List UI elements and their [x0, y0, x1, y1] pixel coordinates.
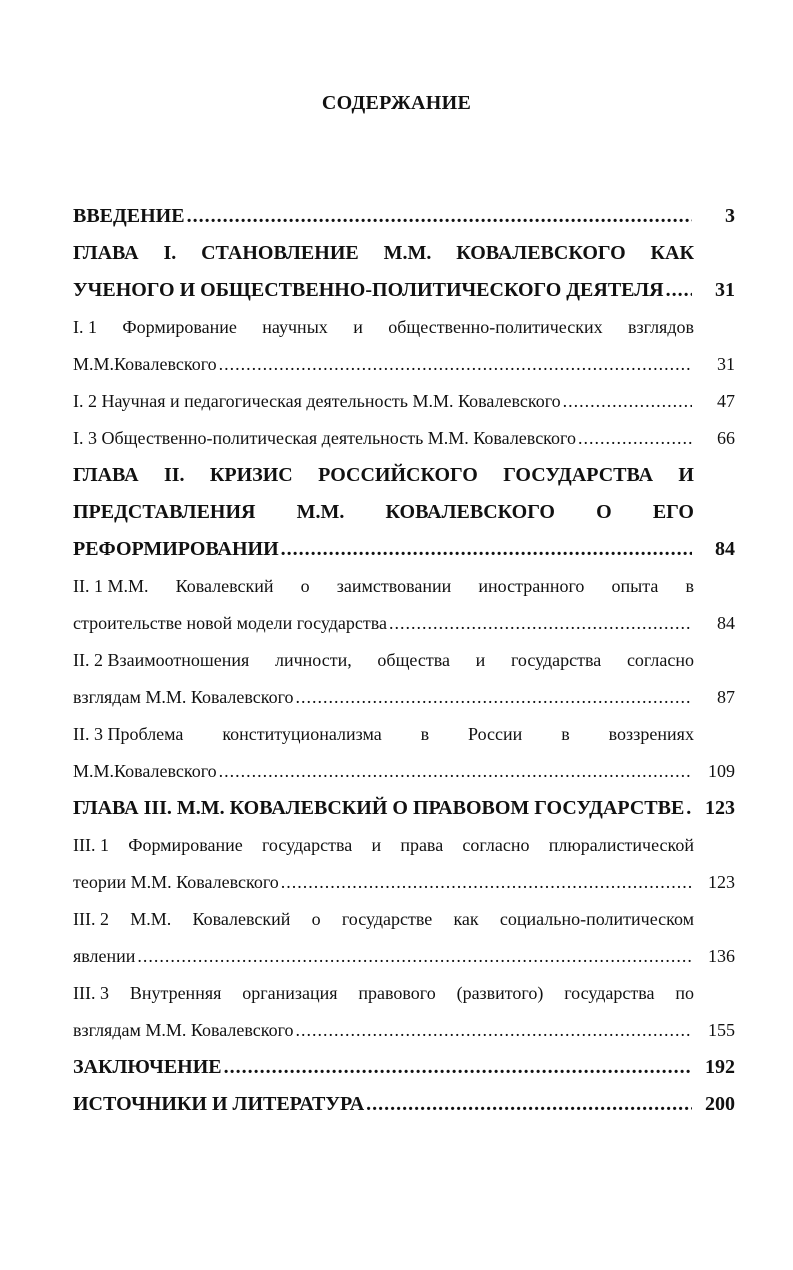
toc-section-3-3-line1[interactable] — [73, 975, 735, 1012]
toc-page-number: 192 — [705, 1056, 735, 1078]
toc-section-2-2-line1[interactable] — [73, 642, 735, 679]
toc-section-2-1-line2[interactable] — [73, 605, 735, 642]
toc-entry-label: УЧЕНОГО И ОБЩЕСТВЕННО-ПОЛИТИЧЕСКОГО ДЕЯТЕЛЯ — [73, 279, 664, 301]
toc-chapter-2-heading-line2[interactable] — [73, 494, 735, 531]
toc-entry-label: взглядам М.М. Ковалевского — [73, 1020, 294, 1040]
leader-dots — [563, 383, 692, 420]
toc-entry-label: явлении — [73, 946, 136, 966]
leader-dots — [137, 938, 692, 975]
toc-page-number: 31 — [715, 279, 735, 301]
word: КОВАЛЕВСКОГО — [456, 242, 626, 264]
word: согласно — [626, 650, 694, 670]
toc-page-number: 123 — [708, 872, 735, 892]
word: М.М. — [296, 501, 345, 523]
table-of-contents — [73, 198, 735, 1123]
word: правового — [358, 983, 436, 1003]
word: иностранного — [478, 576, 585, 596]
word: согласно — [462, 835, 530, 855]
word: опыта — [611, 576, 659, 596]
word: Формирование — [122, 317, 237, 337]
toc-section-3-2-line1[interactable] — [73, 901, 735, 938]
word: конституционализма — [222, 724, 382, 744]
word: ПРЕДСТАВЛЕНИЯ — [73, 501, 256, 523]
toc-entry-label: I. 3 Общественно-политическая деятельность М.М. Ковалевского — [73, 428, 576, 448]
word: и — [475, 650, 486, 670]
toc-entry-label: ИСТОЧНИКИ И ЛИТЕРАТУРА — [73, 1093, 365, 1115]
toc-chapter-1-heading-line1[interactable] — [73, 235, 735, 272]
leader-dots — [219, 753, 692, 790]
toc-section-1-2[interactable] — [73, 383, 735, 420]
toc-entry-label: теории М.М. Ковалевского — [73, 872, 279, 892]
word: о — [300, 576, 310, 596]
toc-page-number: 31 — [717, 354, 735, 374]
word: в — [561, 724, 570, 744]
leader-dots — [187, 198, 692, 235]
toc-page-number: 123 — [705, 797, 735, 819]
word: II. 3 Проблема — [73, 724, 184, 744]
toc-section-2-1-line1[interactable] — [73, 568, 735, 605]
word: ГЛАВА — [73, 242, 139, 264]
leader-dots — [281, 864, 692, 901]
leader-dots — [296, 679, 692, 716]
leader-dots — [578, 420, 692, 457]
toc-entry-label: строительстве новой модели государства — [73, 613, 388, 633]
leader-dots — [296, 1012, 692, 1049]
toc-section-1-1-line1[interactable] — [73, 309, 735, 346]
word: личности, — [274, 650, 352, 670]
word: И — [678, 464, 694, 486]
word: (развитого) — [456, 983, 544, 1003]
word: и — [353, 317, 363, 337]
word: как — [453, 909, 479, 929]
leader-dots — [389, 605, 692, 642]
word: КАК — [650, 242, 694, 264]
toc-entry-sources[interactable] — [73, 1086, 735, 1123]
toc-entry-label: ГЛАВА III. М.М. КОВАЛЕВСКИЙ О ПРАВОВОМ ГОСУДАРСТВЕ — [73, 797, 685, 819]
toc-entry-label: М.М.Ковалевского — [73, 761, 217, 781]
toc-page-number: 136 — [708, 946, 735, 966]
toc-page-number: 66 — [717, 428, 735, 448]
word: Внутренняя — [129, 983, 222, 1003]
word: ГОСУДАРСТВА — [503, 464, 654, 486]
word: государства — [510, 650, 602, 670]
toc-page-number: 47 — [717, 391, 735, 411]
word: организация — [242, 983, 338, 1003]
word: и — [371, 835, 382, 855]
toc-page-number: 87 — [717, 687, 735, 707]
word: ГЛАВА — [73, 464, 139, 486]
word: государства — [261, 835, 353, 855]
word: III. 2 — [73, 909, 109, 929]
toc-section-3-2-line2[interactable] — [73, 938, 735, 975]
toc-entry-label: I. 2 Научная и педагогическая деятельность М.М. Ковалевского — [73, 391, 561, 411]
word: Формирование — [128, 835, 243, 855]
toc-entry-label: взглядам М.М. Ковалевского — [73, 687, 294, 707]
word: I. 1 — [73, 317, 97, 337]
toc-section-2-2-line2[interactable] — [73, 679, 735, 716]
word: II. 2 Взаимоотношения — [73, 650, 250, 670]
word: О — [596, 501, 612, 523]
toc-entry-label: ВВЕДЕНИЕ — [73, 205, 185, 227]
toc-section-2-3-line2[interactable] — [73, 753, 735, 790]
word: Ковалевский — [192, 909, 291, 929]
word: М.М. — [383, 242, 432, 264]
leader-dots — [366, 1086, 692, 1123]
toc-section-3-3-line2[interactable] — [73, 1012, 735, 1049]
toc-chapter-1-heading-line2[interactable] — [73, 272, 735, 309]
word: общества — [377, 650, 450, 670]
toc-page-number: 109 — [708, 761, 735, 781]
toc-section-1-3[interactable] — [73, 420, 735, 457]
toc-entry-intro[interactable] — [73, 198, 735, 235]
leader-dots — [686, 790, 692, 827]
word: М.М. — [130, 909, 172, 929]
toc-page-number: 155 — [708, 1020, 735, 1040]
word: по — [675, 983, 694, 1003]
word: государстве — [341, 909, 433, 929]
word: общественно-политических — [388, 317, 603, 337]
word: России — [468, 724, 523, 744]
page-title: СОДЕРЖАНИЕ — [321, 92, 472, 114]
toc-chapter-3-heading[interactable] — [73, 790, 735, 827]
word: III. 3 — [73, 983, 109, 1003]
word: воззрениях — [608, 724, 694, 744]
toc-page-number: 84 — [717, 613, 735, 633]
word: заимствовании — [336, 576, 452, 596]
word: в — [685, 576, 694, 596]
word: СТАНОВЛЕНИЕ — [201, 242, 359, 264]
word: Ковалевский — [175, 576, 274, 596]
word: права — [400, 835, 444, 855]
word: КРИЗИС — [209, 464, 293, 486]
toc-page-number: 3 — [725, 205, 735, 227]
toc-chapter-2-heading-line1[interactable] — [73, 457, 735, 494]
leader-dots — [224, 1049, 692, 1086]
toc-entry-label: ЗАКЛЮЧЕНИЕ — [73, 1056, 222, 1078]
word: II. — [163, 464, 185, 486]
toc-section-3-1-line2[interactable] — [73, 864, 735, 901]
word: научных — [262, 317, 328, 337]
word: о — [311, 909, 321, 929]
toc-section-3-1-line1[interactable] — [73, 827, 735, 864]
leader-dots — [281, 531, 692, 568]
word: в — [420, 724, 430, 744]
toc-chapter-2-heading-line3[interactable] — [73, 531, 735, 568]
toc-section-2-3-line1[interactable] — [73, 716, 735, 753]
toc-section-1-1-line2[interactable] — [73, 346, 735, 383]
toc-entry-conclusion[interactable] — [73, 1049, 735, 1086]
word: ЕГО — [652, 501, 694, 523]
toc-page-number: 84 — [715, 538, 735, 560]
word: КОВАЛЕВСКОГО — [385, 501, 555, 523]
toc-page-number: 200 — [705, 1093, 735, 1115]
word: социально-политическом — [499, 909, 694, 929]
leader-dots — [666, 272, 692, 309]
toc-entry-label: РЕФОРМИРОВАНИИ — [73, 538, 279, 560]
word: государства — [564, 983, 655, 1003]
word: I. — [163, 242, 177, 264]
word: взглядов — [627, 317, 694, 337]
leader-dots — [219, 346, 692, 383]
word: плюралистической — [548, 835, 694, 855]
word: РОССИЙСКОГО — [318, 464, 478, 486]
word: III. 1 — [73, 835, 109, 855]
word: II. 1 М.М. — [73, 576, 149, 596]
toc-entry-label: М.М.Ковалевского — [73, 354, 217, 374]
